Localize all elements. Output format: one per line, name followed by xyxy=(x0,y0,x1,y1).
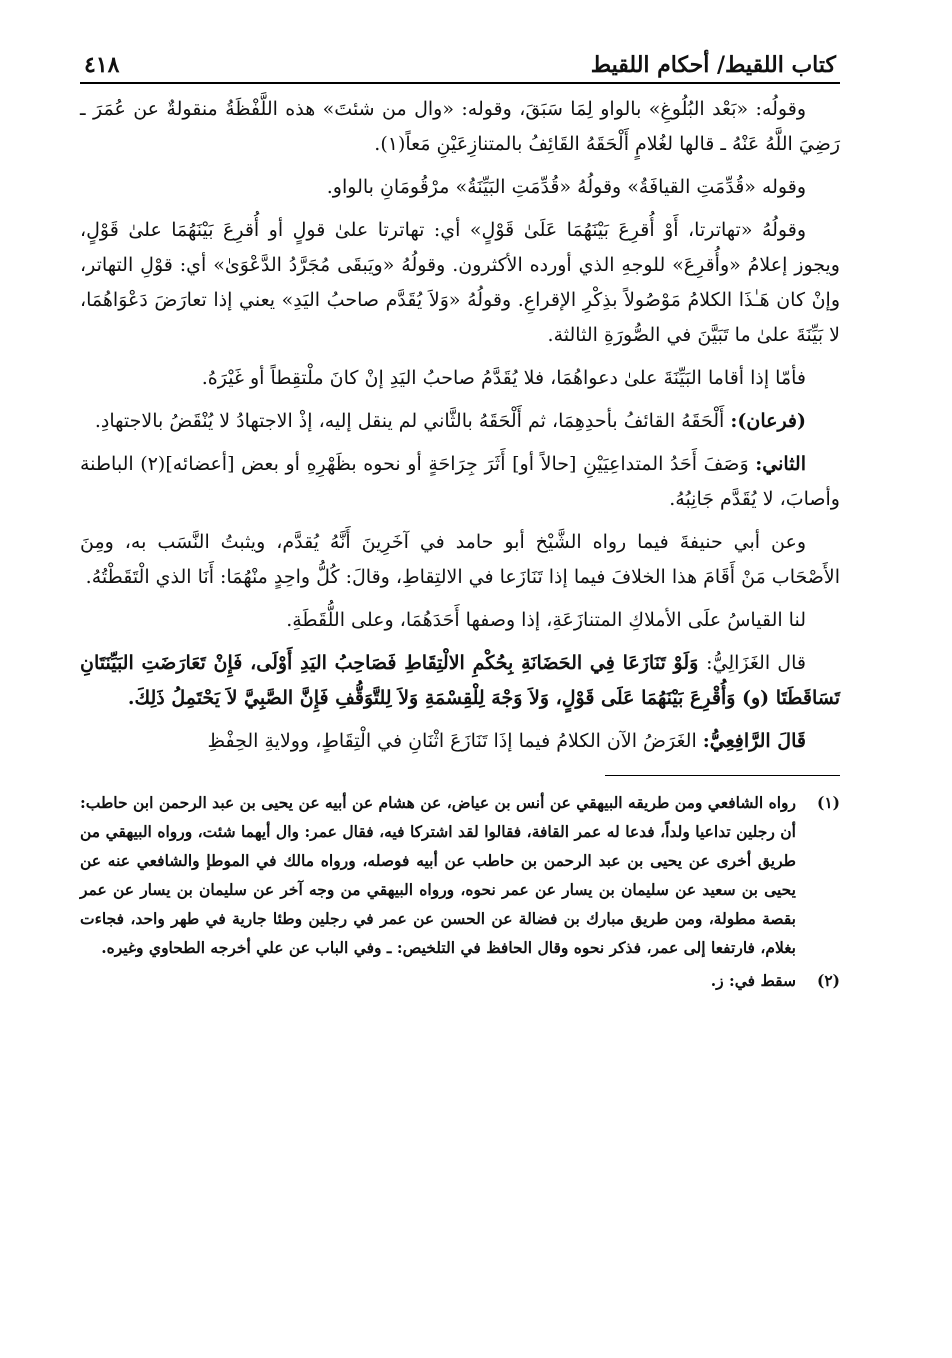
footnote-number: (٢) xyxy=(816,971,840,990)
paragraph-5: (فرعان): أَلْحَقَهُ القائفُ بأحدِهِمَا، ثم أَلْحَقَهُ بالثَّاني لم ينقل إليه، إذْ الاجتهادُ لا يُنْقَضُ بالاجتهادِ. xyxy=(94,410,806,432)
paragraph-8: لنا القياسُ علَى الأملاكِ المتنازَعَةِ، إذا وصفها أَحَدَهُمَا، وعلى اللُّقَطَةِ. xyxy=(286,609,806,631)
footnote-separator xyxy=(605,775,840,776)
running-header xyxy=(80,36,840,84)
paragraph-6: الثاني: وَصَفَ أَحَدُ المتداعِيَيْنِ [حالاً أو] أَثَرَ جِرَاحَةٍ أو نحوه بظَهْرِهِ أو بعض [أعضائه](٢) الباطنة وأصابَ، لا يُقَدَّم جَانِبُهُ. xyxy=(80,453,840,510)
footnote-number: (١) xyxy=(816,793,840,812)
footnote-1 xyxy=(80,788,840,962)
footnote-text: رواه الشافعي ومن طريقه البيهقي عن أنس بن عياض، عن هشام عن أبيه عن يحيى بن عبد الرحمن ابن حاطب: أن رجلين تداعيا ولداً، فدعا له عمر القافة، فقالوا لقد اشتركا فيه، فقال عمر: وال أيهما شئت، ورواه البيهقي من طريق أخرى عن يحيى بن عبد الرحمن بن حاطب عن أبيه فوصله، ورواه مالك في الموطإ والشافعي عنه عن يحيى بن سعيد عن سليمان بن يسار عن عمر نحوه، ورواه البيهقي من وجه آخر عن سليمان بن يسار عن عمر بقصة مطولة، ومن طريق مبارك بن فضالة عن الحسن عن عمر في رجلين وطئا جارية في طهر واحد، فجاءت بغلام، فارتفعا إلى عمر، فذكر نحوه وقال الحافظ في التلخيص: ـ وفي الباب عن علي أخرجه الطحاوي وغيره. xyxy=(80,793,796,957)
paragraph-10: قَالَ الرَّافِعِيُّ: الغَرَضُ الآن الكلامُ فيما إذَا تَنَازَعَ اثْنَانِ في الْتِقَاطٍ، وولايةِ الحِفْظِ xyxy=(207,730,806,752)
paragraph-9: قال الغَزَالِيُّ: وَلَوْ تَنَازَعَا فِي الحَضَانَةِ بِحُكْمِ الالْتِقَاطِ فَصَاحِبُ اليَدِ أَوْلَى، فَإِنْ تَعَارَضَتِ البَيِّنَتَانِ تَسَاقَطَتَا (و) وَأُقْرِعَ بَيْنَهُمَا عَلَى قَوْلٍ، وَلاَ وَجْهَ لِلْقِسْمَةِ وَلاَ لِلتَّوَقُّفِ فَإِنَّ الصَّبِيَّ لاَ يَحْتَمِلُ ذَلِكَ. xyxy=(80,652,840,709)
header-title: كتاب اللقيط/ أحكام اللقيط xyxy=(590,52,836,78)
paragraph-lead: (فرعان): xyxy=(730,410,806,432)
paragraph-7: وعن أبي حنيفةَ فيما رواه الشَّيْخ أبو حامد في آخَرِينَ أَنَّهُ يُقدَّم، ويثبتُ النَّسَب به، ومِنَ الأَصْحَاب مَنْ أَقَامَ هذا الخلافَ فيما إذا تَنَازَعا في الالتِقاطِ، وقالَ: كُلُّ واحِدٍ منْهُمَا: أَنَا الذي الْتَقَطْتُهُ. xyxy=(80,531,840,588)
paragraph-2: وقوله «قُدِّمَتِ القيافَةُ» وقولُهُ «قُدِّمَتِ البَيِّنَةُ» مرْقُومَانِ بالواو. xyxy=(326,176,806,198)
footnote-2 xyxy=(80,966,840,995)
footnotes xyxy=(80,788,840,995)
paragraph-4: فأمّا إذا أقاما البَيِّنَةَ علىٰ دعواهُمَا، فلا يُقَدَّمُ صاحبُ اليَدِ إنْ كانَ ملْتقِطاً أو غَيْرَهُ. xyxy=(201,367,806,389)
paragraph-3: وقولُهُ «تهاترتا، أَوْ أُقرِعَ بَيْنَهُمَا عَلَىٰ قَوْلٍ» أي: تهاترتا علىٰ قولٍ أو أُقرِعَ بَيْنَهُمَا علىٰ قَوْلٍ، ويجوز إعلامُ «وأُقرِعَ» للوجهِ الذي أورده الأكثرون. وقولُهُ «ويَبقَى مُجَرَّدُ الدَّعْوَىٰ» أي: قوْلِ التهاتر، وإنْ كان هَـٰذَا الكلامُ مَوْصُولاً بذِكْرِ الإقراعِ. وقولُهُ «وَلاَ يُقَدَّم صاحبُ اليَدِ» يعني إذا تعارَضَ دَعْوَاهُمَا، لا بَيِّنَةَ علىٰ ما تَبَيَّنَ في الصُّورَةِ الثالثة. xyxy=(80,219,840,346)
footnote-text: سقط في: ز. xyxy=(710,971,796,990)
page-number: ٤١٨ xyxy=(84,52,120,78)
paragraph-lead: قَالَ الرَّافِعِيُّ: xyxy=(702,730,806,752)
body-text xyxy=(80,92,840,759)
paragraph-lead: قال الغَزَالِيُّ: xyxy=(706,652,806,674)
paragraph-lead: الثاني: xyxy=(755,453,806,475)
document-page xyxy=(80,36,840,999)
paragraph-1: وقولُه: «بَعْد البُلُوغِ» بالواو لِمَا سَبَقَ، وقوله: «وال من شئتَ» هذه اللَّفْظَةُ منقولةٌ عن عُمَرَ ـ رَضِيَ اللَّهُ عَنْهُ ـ قالها لغُلامٍ أَلْحَقَهُ القَائِفُ بالمتنازِعَيْنِ مَعاً(١). xyxy=(80,98,840,155)
